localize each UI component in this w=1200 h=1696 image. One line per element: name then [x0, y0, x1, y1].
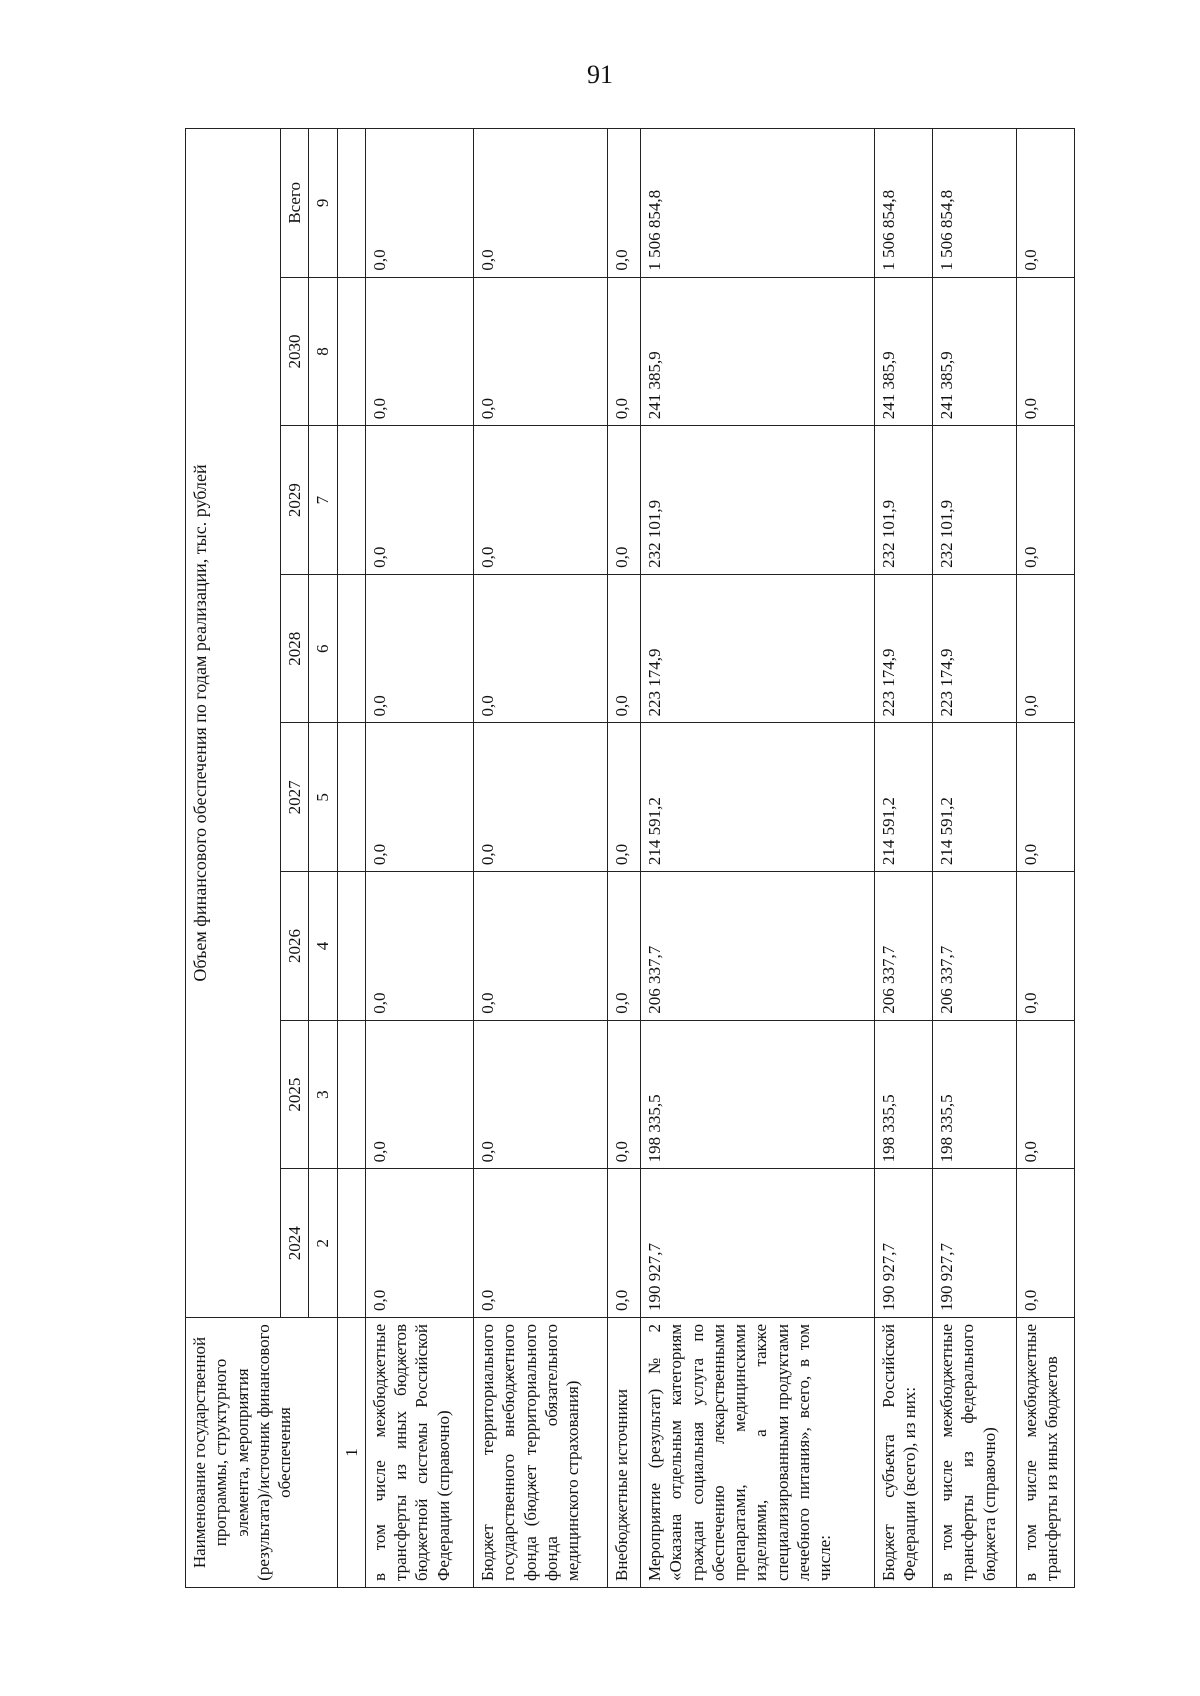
table-row — [474, 129, 608, 1588]
row-value: 0,0 — [365, 723, 473, 872]
row-value: 0,0 — [365, 129, 473, 278]
header-col-number: 5 — [309, 723, 337, 872]
row-value: 0,0 — [607, 1020, 640, 1169]
header-col-number: 2 — [309, 1169, 337, 1318]
row-value: 0,0 — [474, 129, 608, 278]
row-value: 214 591,2 — [933, 723, 1016, 872]
row-value: 0,0 — [1016, 129, 1074, 278]
row-value: 0,0 — [365, 1169, 473, 1318]
row-value: 0,0 — [1016, 277, 1074, 426]
row-value: 0,0 — [365, 574, 473, 723]
row-value: 0,0 — [607, 277, 640, 426]
header-year: 2027 — [281, 723, 309, 872]
table-row — [365, 129, 473, 1588]
row-value: 0,0 — [474, 723, 608, 872]
row-value: 206 337,7 — [874, 872, 932, 1021]
header-year: 2029 — [281, 426, 309, 575]
row-value: 1 506 854,8 — [874, 129, 932, 278]
page-number: 91 — [587, 60, 613, 89]
row-value: 0,0 — [607, 129, 640, 278]
row-value: 241 385,9 — [641, 277, 875, 426]
row-value: 0,0 — [1016, 872, 1074, 1021]
row-name: в том числе межбюджетные трансферты из иных бюджетов бюджетной системы Российской Федерации (справочно) — [365, 1318, 473, 1588]
row-value: 214 591,2 — [641, 723, 875, 872]
header-col-number: 1 — [337, 1318, 365, 1588]
row-value: 0,0 — [607, 723, 640, 872]
table-row — [607, 129, 640, 1588]
row-value: 232 101,9 — [933, 426, 1016, 575]
row-value: 0,0 — [474, 277, 608, 426]
row-value: 206 337,7 — [933, 872, 1016, 1021]
header-col-number: 7 — [309, 426, 337, 575]
row-value: 0,0 — [365, 277, 473, 426]
header-col-number: 8 — [309, 277, 337, 426]
header-year: 2024 — [281, 1169, 309, 1318]
row-value: 206 337,7 — [641, 872, 875, 1021]
row-value: 1 506 854,8 — [933, 129, 1016, 278]
row-value: 0,0 — [474, 574, 608, 723]
table-row — [874, 129, 932, 1588]
row-value: 0,0 — [365, 426, 473, 575]
header-name: Наименование государственной программы, структурного элемента, мероприятия (результата)/источник финансового обеспечения — [186, 1318, 338, 1588]
row-value: 0,0 — [474, 426, 608, 575]
header-col-number: 9 — [309, 129, 337, 278]
header-year: 2030 — [281, 277, 309, 426]
row-name: Бюджет территориального государственного внебюджетного фонда (бюджет территориального фонда обязательного медицинского страхования) — [474, 1318, 608, 1588]
header-volume: Объем финансового обеспечения по годам реализации, тыс. рублей — [186, 129, 281, 1318]
row-value: 223 174,9 — [874, 574, 932, 723]
row-value: 0,0 — [1016, 426, 1074, 575]
row-name: Бюджет субъекта Российской Федерации (всего), из них: — [874, 1318, 932, 1588]
row-value: 223 174,9 — [933, 574, 1016, 723]
row-value: 0,0 — [474, 1169, 608, 1318]
header-col-number: 4 — [309, 872, 337, 1021]
row-value: 190 927,7 — [874, 1169, 932, 1318]
row-value: 232 101,9 — [641, 426, 875, 575]
row-name: Внебюджетные источники — [607, 1318, 640, 1588]
row-value: 190 927,7 — [641, 1169, 875, 1318]
row-value: 0,0 — [1016, 723, 1074, 872]
table-row — [641, 129, 875, 1588]
row-name: в том числе межбюджетные трансферты из федерального бюджета (справочно) — [933, 1318, 1016, 1588]
row-value: 0,0 — [607, 872, 640, 1021]
header-year: 2028 — [281, 574, 309, 723]
row-value: 0,0 — [1016, 1169, 1074, 1318]
row-value: 241 385,9 — [874, 277, 932, 426]
row-value: 214 591,2 — [874, 723, 932, 872]
header-year: 2026 — [281, 872, 309, 1021]
row-value: 0,0 — [607, 426, 640, 575]
row-name: в том числе межбюджетные трансферты из иных бюджетов — [1016, 1318, 1074, 1588]
row-value: 0,0 — [365, 1020, 473, 1169]
row-value: 198 335,5 — [933, 1020, 1016, 1169]
header-year: 2025 — [281, 1020, 309, 1169]
rotated-table-wrapper — [185, 128, 1075, 1588]
row-value: 0,0 — [1016, 574, 1074, 723]
header-col-number: 6 — [309, 574, 337, 723]
row-value: 198 335,5 — [874, 1020, 932, 1169]
rotated-table — [185, 128, 1075, 1588]
table-row — [933, 129, 1016, 1588]
header-total: Всего — [281, 129, 309, 278]
row-value: 0,0 — [607, 574, 640, 723]
row-value: 241 385,9 — [933, 277, 1016, 426]
row-value: 190 927,7 — [933, 1169, 1016, 1318]
row-value: 232 101,9 — [874, 426, 932, 575]
row-value: 198 335,5 — [641, 1020, 875, 1169]
table-row — [1016, 129, 1074, 1588]
row-value: 1 506 854,8 — [641, 129, 875, 278]
row-value: 223 174,9 — [641, 574, 875, 723]
row-value: 0,0 — [474, 872, 608, 1021]
row-value: 0,0 — [474, 1020, 608, 1169]
row-value: 0,0 — [365, 872, 473, 1021]
row-name: Мероприятие (результат) № 2 «Оказана отдельным категориям граждан социальная услуга по обеспечению лекарственными препаратами, медицинскими изделиями, а также специализированными продуктами лечебного питания», всего, в том числе: — [641, 1318, 875, 1588]
header-col-number: 3 — [309, 1020, 337, 1169]
financing-table — [185, 128, 1075, 1588]
row-value: 0,0 — [1016, 1020, 1074, 1169]
row-value: 0,0 — [607, 1169, 640, 1318]
header-first-col-number-row — [337, 129, 365, 1588]
